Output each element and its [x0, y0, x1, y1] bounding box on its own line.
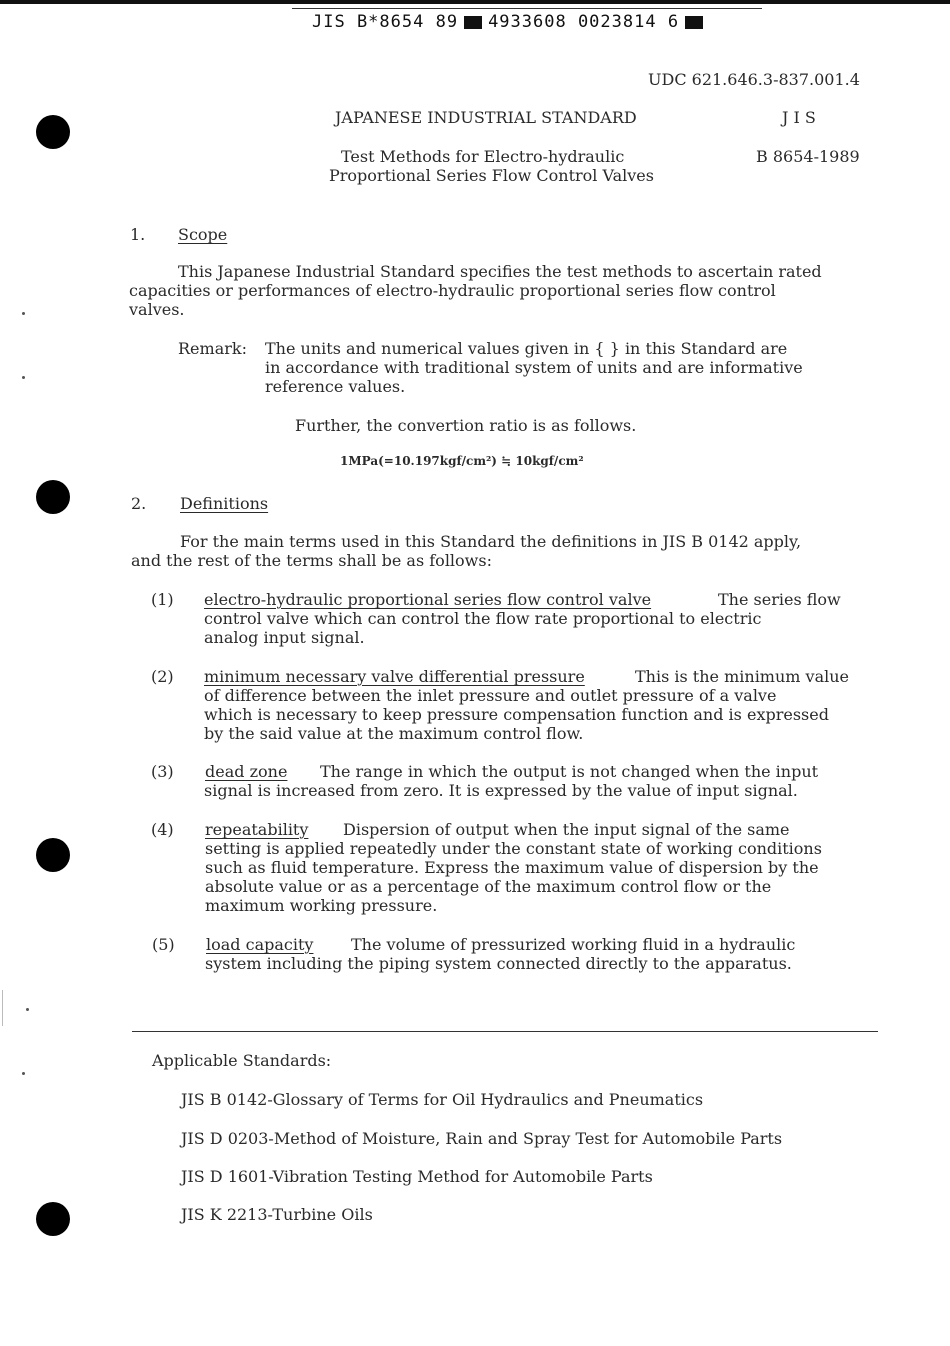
definition-4-line-2: setting is applied repeatedly under the constant state of working conditions: [205, 839, 822, 858]
binder-hole: [36, 115, 70, 149]
scope-line-3: valves.: [129, 300, 185, 319]
section-2-heading: Definitions: [180, 494, 269, 513]
udc-code: UDC 621.646.3-837.001.4: [648, 70, 860, 89]
definition-3-number: (3): [151, 762, 174, 781]
definition-2-line-3: which is necessary to keep pressure compensation function and is expressed: [204, 705, 829, 724]
title-line-2: Proportional Series Flow Control Valves: [329, 166, 654, 185]
header-barcode-text: [312, 12, 709, 32]
applicable-standard-1: JIS B 0142-Glossary of Terms for Oil Hydraulics and Pneumatics: [181, 1090, 704, 1109]
footnote-rule: [132, 1031, 878, 1032]
title-line-1: Test Methods for Electro-hydraulic: [341, 147, 625, 166]
header-code-part1: JIS B*8654 89: [312, 12, 459, 32]
definitions-intro-line-2: and the rest of the terms shall be as follows:: [131, 551, 492, 570]
applicable-standard-3: JIS D 1601-Vibration Testing Method for Automobile Parts: [181, 1167, 653, 1186]
scan-speck: [22, 376, 25, 379]
definition-5-term: load capacity: [206, 935, 314, 954]
remark-label: Remark:: [178, 339, 247, 358]
scan-edge-line: [2, 990, 3, 1026]
scan-speck: [26, 1008, 29, 1011]
definition-2-line-1: This is the minimum value: [635, 667, 850, 686]
definition-1-number: (1): [151, 590, 174, 609]
section-2-number: 2.: [131, 494, 147, 513]
scan-top-edge: [0, 0, 950, 4]
definition-2-line-4: by the said value at the maximum control flow.: [204, 724, 584, 743]
conversion-formula: 1MPa(=10.197kgf/cm²) ≒ 10kgf/cm²: [340, 454, 584, 468]
remark-line-2: in accordance with traditional system of units and are informative: [265, 358, 803, 377]
applicable-standard-4: JIS K 2213-Turbine Oils: [181, 1205, 373, 1224]
definition-2-number: (2): [151, 667, 174, 686]
definition-4-line-3: such as fluid temperature. Express the maximum value of dispersion by the: [205, 858, 819, 877]
header-code-part2: 4933608 0023814 6: [488, 12, 680, 32]
black-block-mark: [685, 16, 703, 29]
definitions-intro-line-1: For the main terms used in this Standard the definitions in JIS B 0142 apply,: [180, 532, 802, 551]
definition-2-line-2: of difference between the inlet pressure and outlet pressure of a valve: [204, 686, 777, 705]
standard-org: JAPANESE INDUSTRIAL STANDARD: [335, 108, 637, 127]
jis-mark: J I S: [782, 108, 816, 127]
black-block-mark: [464, 16, 482, 29]
section-1-number: 1.: [130, 225, 146, 244]
definition-4-line-4: absolute value or as a percentage of the maximum control flow or the: [205, 877, 772, 896]
header-rule: [292, 8, 762, 9]
binder-hole: [36, 838, 70, 872]
scope-line-2: capacities or performances of electro-hydraulic proportional series flow control: [129, 281, 776, 300]
definition-4-line-5: maximum working pressure.: [205, 896, 438, 915]
definition-3-term: dead zone: [205, 762, 288, 781]
definition-4-term: repeatability: [205, 820, 309, 839]
applicable-standard-2: JIS D 0203-Method of Moisture, Rain and Spray Test for Automobile Parts: [181, 1129, 783, 1148]
definition-3-line-1: The range in which the output is not changed when the input: [320, 762, 819, 781]
scan-speck: [22, 312, 25, 315]
scan-speck: [22, 1072, 25, 1075]
definition-1-term: electro-hydraulic proportional series flow control valve: [204, 590, 652, 609]
remark-line-1: The units and numerical values given in { } in this Standard are: [265, 339, 788, 358]
definition-1-line-3: analog input signal.: [204, 628, 365, 647]
definition-4-number: (4): [151, 820, 174, 839]
definition-4-line-1: Dispersion of output when the input signal of the same: [343, 820, 790, 839]
definition-5-line-1: The volume of pressurized working fluid in a hydraulic: [351, 935, 796, 954]
section-1-heading: Scope: [178, 225, 228, 244]
conversion-note: Further, the convertion ratio is as follows.: [295, 416, 637, 435]
standard-number: B 8654-1989: [756, 147, 860, 166]
definition-2-term: minimum necessary valve differential pressure: [204, 667, 585, 686]
definition-5-line-2: system including the piping system connected directly to the apparatus.: [205, 954, 792, 973]
definition-3-line-2: signal is increased from zero. It is expressed by the value of input signal.: [204, 781, 798, 800]
definition-1-line-1: The series flow: [718, 590, 841, 609]
definition-5-number: (5): [152, 935, 175, 954]
binder-hole: [36, 480, 70, 514]
remark-line-3: reference values.: [265, 377, 406, 396]
binder-hole: [36, 1202, 70, 1236]
scope-line-1: This Japanese Industrial Standard specifies the test methods to ascertain rated: [178, 262, 822, 281]
applicable-standards-heading: Applicable Standards:: [152, 1051, 332, 1070]
definition-1-line-2: control valve which can control the flow rate proportional to electric: [204, 609, 762, 628]
